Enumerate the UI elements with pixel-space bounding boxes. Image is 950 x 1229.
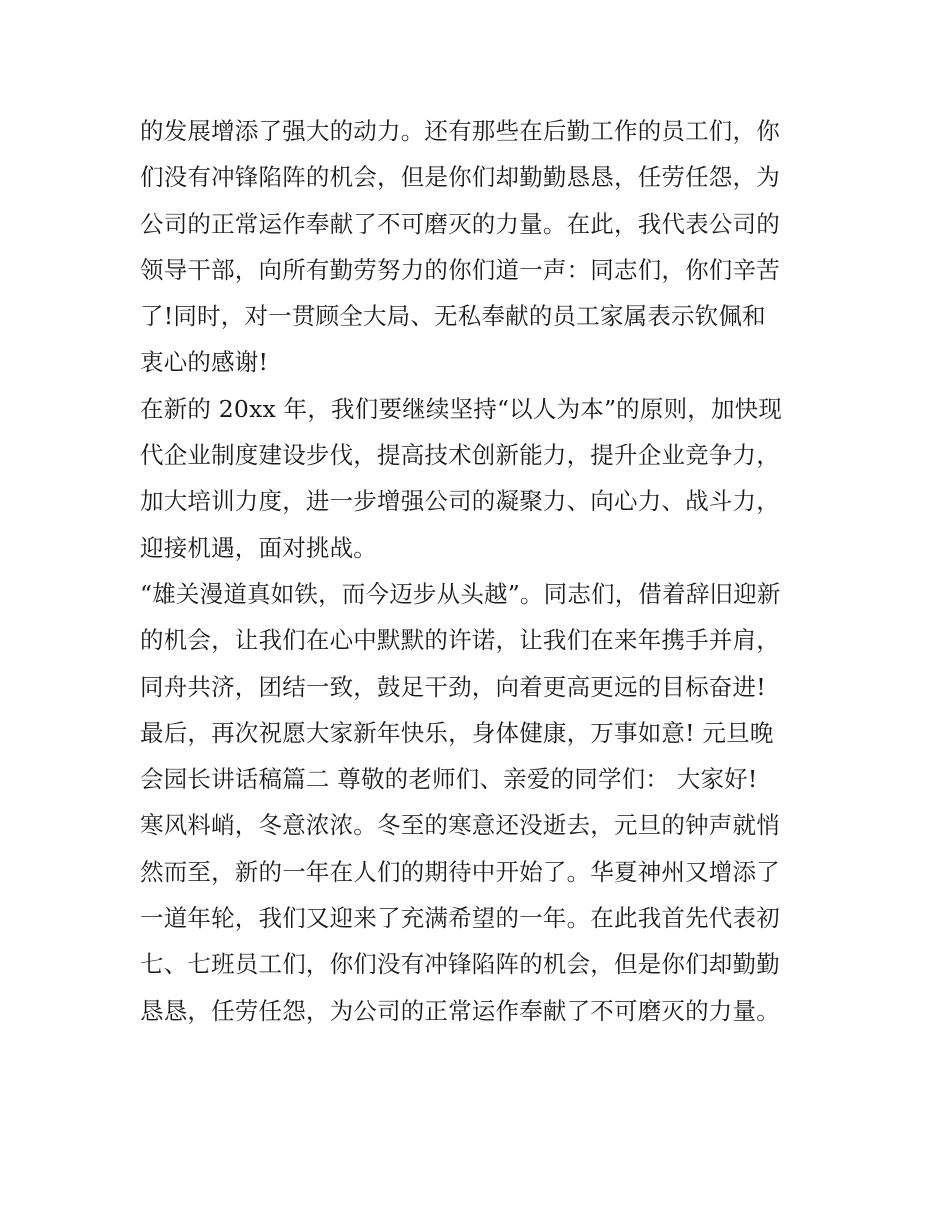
text-line: 然而至，新的一年在人们的期待中开始了。华夏神州又增添了 bbox=[140, 857, 780, 886]
text-line: 代企业制度建设步伐，提高技术创新能力，提升企业竞争力， bbox=[140, 441, 780, 470]
text-line: 七、七班员工们，你们没有冲锋陷阵的机会，但是你们却勤勤 bbox=[140, 950, 780, 979]
text-line: 同舟共济，团结一致，鼓足干劲，向着更高更远的目标奋进! bbox=[140, 672, 766, 701]
text-line: 在新的 20xx 年，我们要继续坚持“以人为本”的原则，加快现 bbox=[140, 394, 783, 423]
text-line: 寒风料峭，冬意浓浓。冬至的寒意还没逝去，元旦的钟声就悄 bbox=[140, 811, 780, 840]
text-line: 迎接机遇，面对挑战。 bbox=[140, 533, 377, 562]
text-line: 的发展增添了强大的动力。还有那些在后勤工作的员工们，你 bbox=[140, 117, 780, 145]
text-line: 加大培训力度，进一步增强公司的凝聚力、向心力、战斗力， bbox=[140, 487, 780, 516]
text-line: 公司的正常运作奉献了不可磨灭的力量。在此，我代表公司的 bbox=[140, 209, 780, 238]
text-line: 会园长讲话稿篇二 尊敬的老师们、亲爱的同学们： 大家好! bbox=[140, 765, 758, 794]
text-line: 领导干部，向所有勤劳努力的你们道一声：同志们，你们辛苦 bbox=[140, 255, 780, 284]
text-line: 一道年轮，我们又迎来了充满希望的一年。在此我首先代表初 bbox=[140, 904, 780, 933]
text-line: 了!同时，对一贯顾全大局、无私奉献的员工家属表示钦佩和 bbox=[140, 302, 766, 331]
text-line: 的机会，让我们在心中默默的许诺，让我们在来年携手并肩， bbox=[140, 626, 780, 655]
text-line: 恳恳，任劳任怨，为公司的正常运作奉献了不可磨灭的力量。 bbox=[140, 996, 780, 1025]
text-line: 衷心的感谢! bbox=[140, 348, 269, 377]
text-line: “雄关漫道真如铁，而今迈步从头越”。同志们，借着辞旧迎新 bbox=[140, 579, 781, 608]
document-body bbox=[140, 108, 820, 1034]
text-line: 最后，再次祝愿大家新年快乐，身体健康，万事如意! 元旦晚 bbox=[140, 718, 774, 747]
text-line: 们没有冲锋陷阵的机会，但是你们却勤勤恳恳，任劳任怨，为 bbox=[140, 163, 780, 192]
